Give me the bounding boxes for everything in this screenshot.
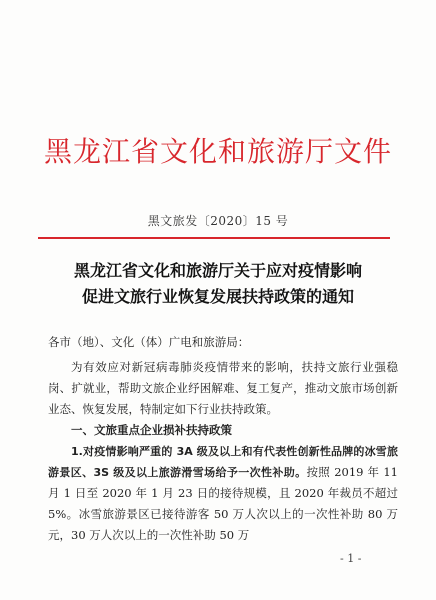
document-title [20, 258, 416, 310]
policy-paragraph-1-rest: 按照 2019 年 11 月 1 日至 2020 年 1 月 23 日的接待规模，且 2020 年裁员不超过 5%。冰雪旅游景区已接待游客 50 万人次以上的一次性补助 80 万元，30 万人次以上的一次性补助 50 万 [48, 465, 398, 542]
title-line-1: 黑龙江省文化和旅游厅关于应对疫情影响 [73, 261, 362, 280]
addressee: 各市（地）、文化（体）广电和旅游局： [48, 335, 250, 349]
red-divider-line [38, 237, 390, 239]
issuer-header: 黑龙江省文化和旅游厅文件 [43, 135, 392, 168]
intro-paragraph: 为有效应对新冠病毒肺炎疫情带来的影响，扶持文旅行业强稳岗、扩就业，帮助文旅企业纾困解难、复工复产，推动文旅市场创新业态、恢复发展，特制定如下行业扶持政策。 [48, 360, 398, 416]
page-number: - 1 - [340, 552, 362, 565]
policy-paragraph-1-lead: 1.对疫情影响严重的 3A 级及以上和有代表性创新性品牌的冰雪旅游景区、3S 级及以上旅游滑雪场给予一次性补助。 [48, 445, 398, 479]
section-heading: 一、文旅重点企业损补扶持政策 [71, 423, 232, 437]
policy-paragraph-1 [48, 441, 398, 546]
document-number: 黑文旅发〔2020〕15 号 [147, 214, 289, 228]
title-line-2: 促进文旅行业恢复发展扶持政策的通知 [81, 287, 354, 306]
